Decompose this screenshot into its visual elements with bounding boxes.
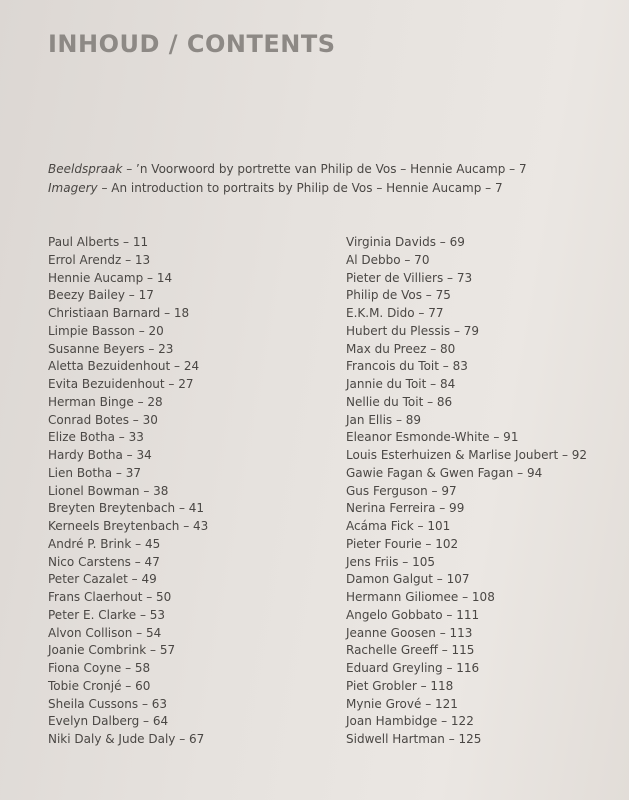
- contents-entry: Sidwell Hartman – 125: [346, 732, 482, 746]
- contents-entry: Paul Alberts – 11: [48, 235, 149, 249]
- contents-entry: Rachelle Greeff – 115: [346, 643, 475, 658]
- contents-entry: Gawie Fagan & Gwen Fagan – 94: [346, 465, 543, 480]
- contents-entry: Lien Botha – 37: [48, 465, 141, 480]
- contents-entry: Damon Galgut – 107: [346, 572, 470, 587]
- contents-entry: Limpie Basson – 20: [48, 323, 164, 338]
- contents-entry: Hardy Botha – 34: [48, 448, 152, 462]
- contents-entry: Al Debbo – 70: [346, 252, 430, 267]
- contents-entry: Beezy Bailey – 17: [48, 288, 154, 303]
- contents-entry: Sheila Cussons – 63: [48, 696, 168, 711]
- contents-entry: Nellie du Toit – 86: [346, 394, 453, 409]
- intro-block: [48, 160, 527, 198]
- contents-entry: Fiona Coyne – 58: [48, 661, 151, 675]
- contents-entry: Mynie Grové – 121: [346, 696, 458, 711]
- contents-entry: Pieter de Villiers – 73: [346, 270, 473, 285]
- contents-column-right: [346, 234, 587, 749]
- contents-entry: Jannie du Toit – 84: [346, 377, 456, 391]
- contents-entry: Joan Hambidge – 122: [346, 714, 474, 729]
- contents-entry: Eduard Greyling – 116: [346, 661, 480, 675]
- contents-entry: Nico Carstens – 47: [48, 554, 160, 569]
- page-title: INHOUD / CONTENTS: [48, 30, 336, 58]
- contents-entry: Piet Grobler – 118: [346, 678, 454, 693]
- contents-entry: Peter Cazalet – 49: [48, 572, 157, 587]
- contents-column-left: [48, 234, 208, 749]
- contents-entry: Elize Botha – 33: [48, 430, 144, 445]
- contents-entry: Nerina Ferreira – 99: [346, 501, 465, 516]
- contents-entry: Philip de Vos – 75: [346, 288, 451, 303]
- contents-entry: André P. Brink – 45: [48, 536, 161, 551]
- contents-entry: Francois du Toit – 83: [346, 359, 468, 374]
- contents-entry: Pieter Fourie – 102: [346, 536, 459, 551]
- contents-entry: Aletta Bezuidenhout – 24: [48, 359, 200, 374]
- contents-entry: Susanne Beyers – 23: [48, 341, 174, 356]
- contents-entry: Joanie Combrink – 57: [48, 643, 176, 658]
- contents-entry: Conrad Botes – 30: [48, 412, 158, 427]
- contents-entry: Louis Esterhuizen & Marlise Joubert – 92: [346, 448, 588, 462]
- contents-entry: Virginia Davids – 69: [346, 235, 465, 249]
- contents-entry: Frans Claerhout – 50: [48, 590, 172, 604]
- contents-entry: Jan Ellis – 89: [346, 412, 422, 427]
- intro-text-english: – An introduction to portraits by Philip de Vos – Hennie Aucamp – 7: [97, 181, 503, 195]
- contents-entry: Alvon Collison – 54: [48, 625, 162, 640]
- intro-title-english: Imagery: [48, 181, 98, 195]
- contents-entry: Niki Daly & Jude Daly – 67: [48, 732, 205, 746]
- contents-entry: Evita Bezuidenhout – 27: [48, 377, 194, 391]
- contents-entry: Angelo Gobbato – 111: [346, 607, 480, 622]
- contents-entry: Jens Friis – 105: [346, 554, 436, 569]
- contents-entry: Kerneels Breytenbach – 43: [48, 519, 209, 533]
- contents-entry: Acáma Fick – 101: [346, 519, 451, 533]
- intro-line-english: [48, 179, 527, 198]
- contents-entry: Tobie Cronjé – 60: [48, 678, 151, 693]
- contents-entry: Jeanne Goosen – 113: [346, 625, 473, 640]
- contents-entry: Peter E. Clarke – 53: [48, 607, 166, 622]
- intro-line-afrikaans: [48, 160, 527, 179]
- contents-entry: Max du Preez – 80: [346, 341, 456, 356]
- contents-entry: Christiaan Barnard – 18: [48, 306, 190, 320]
- contents-entry: Breyten Breytenbach – 41: [48, 501, 205, 516]
- intro-text-afrikaans: – ’n Voorwoord by portrette van Philip de Vos – Hennie Aucamp – 7: [122, 162, 527, 176]
- contents-entry: Hermann Giliomee – 108: [346, 590, 495, 604]
- contents-entry: Eleanor Esmonde-White – 91: [346, 430, 519, 445]
- contents-entry: Herman Binge – 28: [48, 394, 163, 409]
- contents-entry: Errol Arendz – 13: [48, 252, 151, 267]
- contents-entry: Evelyn Dalberg – 64: [48, 714, 169, 729]
- contents-entry: Hennie Aucamp – 14: [48, 270, 173, 285]
- contents-entry: Hubert du Plessis – 79: [346, 323, 480, 338]
- contents-entry: E.K.M. Dido – 77: [346, 306, 444, 320]
- contents-entry: Lionel Bowman – 38: [48, 483, 169, 498]
- intro-title-afrikaans: Beeldspraak: [48, 162, 123, 176]
- contents-entry: Gus Ferguson – 97: [346, 483, 457, 498]
